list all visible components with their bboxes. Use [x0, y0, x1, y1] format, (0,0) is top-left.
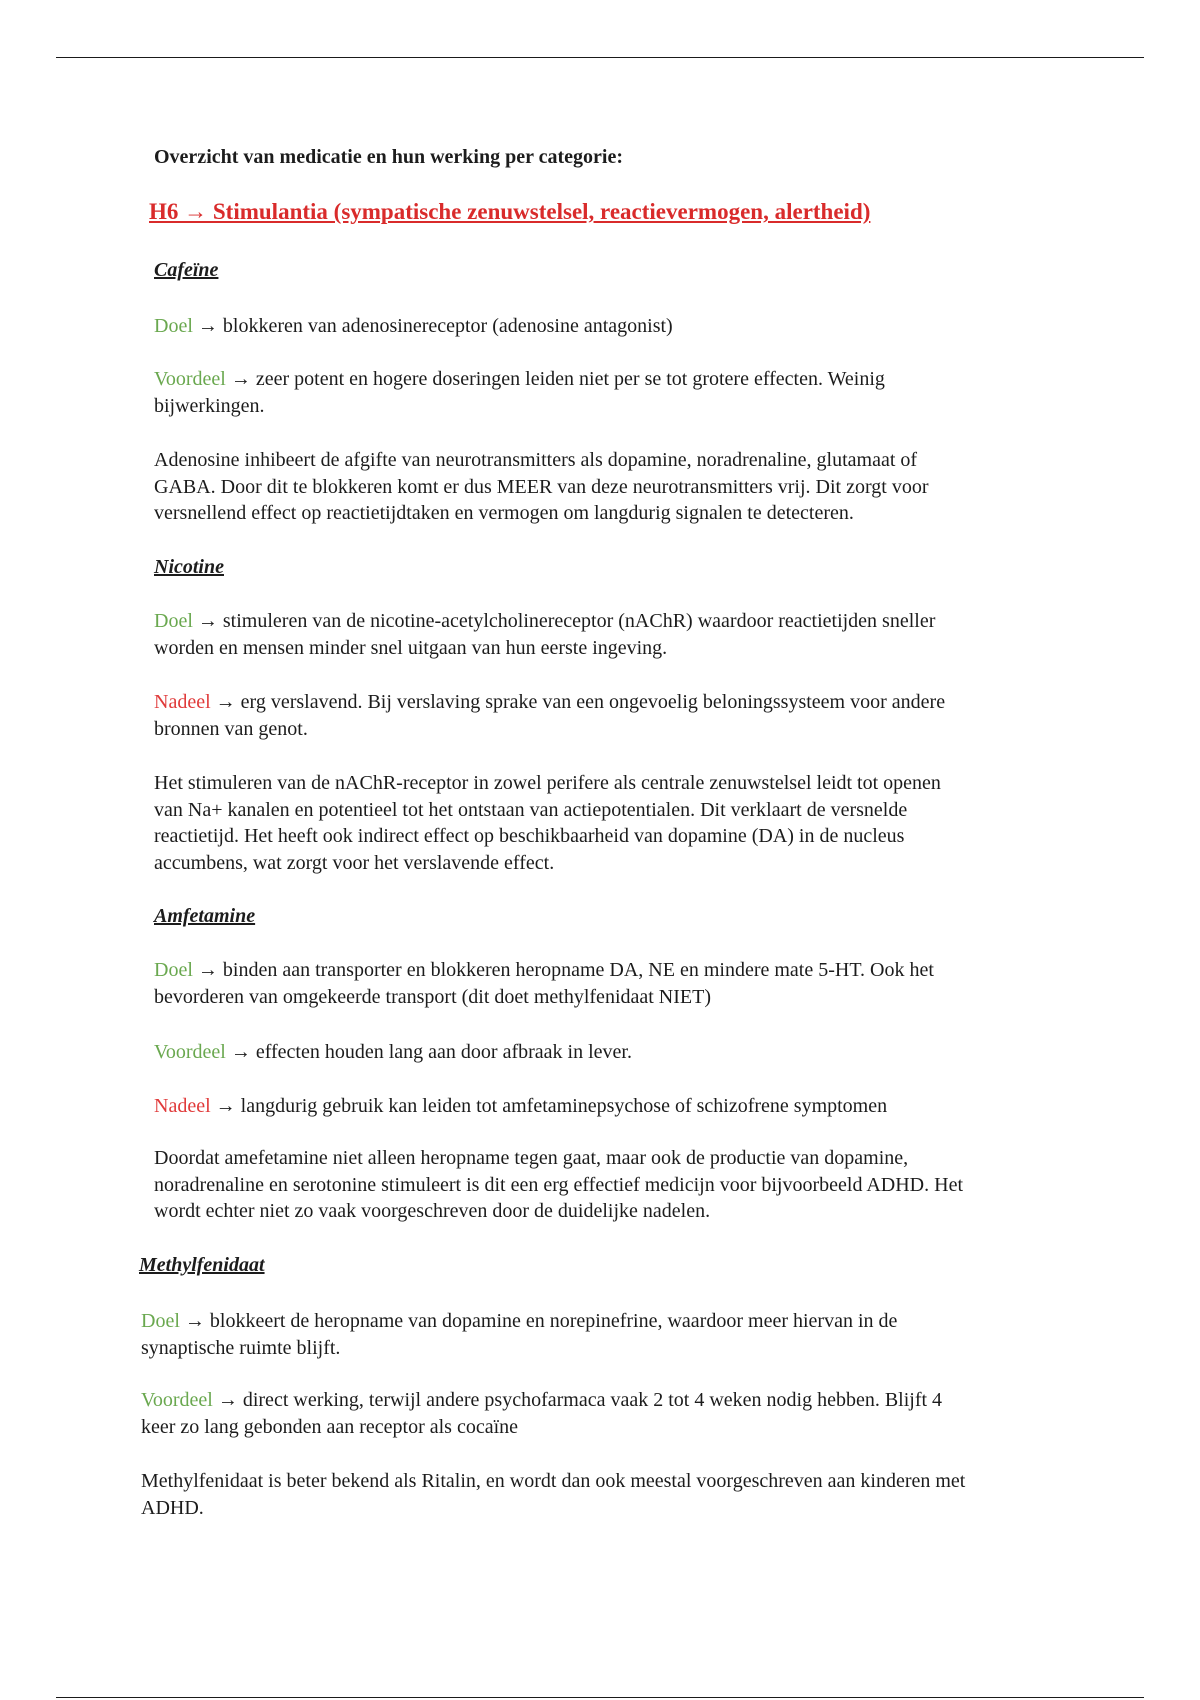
- methylfenidaat-voordeel: [141, 1387, 942, 1440]
- item-text: erg verslavend. Bij verslaving sprake van een ongevoelig beloningssysteem voor andere: [240, 691, 946, 713]
- paragraph-line: versnellend effect op reactietijdtaken en vermogen om langdurig signalen te detecteren.: [154, 502, 854, 525]
- paragraph-line: Doordat amefetamine niet alleen heropname tegen gaat, maar ook de productie van dopamine,: [154, 1147, 909, 1169]
- top-rule: [56, 57, 1144, 58]
- amfetamine-doel: [154, 957, 934, 1010]
- nicotine-paragraph: [154, 770, 941, 876]
- arrow-right-icon: →: [197, 959, 218, 981]
- amfetamine-nadeel: [154, 1093, 887, 1120]
- arrow-right-icon: →: [217, 1389, 238, 1411]
- paragraph-line: accumbens, wat zorgt voor het verslavende effect.: [154, 851, 555, 874]
- nadeel-label: Nadeel: [154, 691, 211, 713]
- arrow-right-icon: →: [230, 1041, 251, 1063]
- chapter-heading: H6 → Stimulantia (sympatische zenuwstelsel, reactievermogen, alertheid): [149, 199, 871, 224]
- paragraph-line: GABA. Door dit te blokkeren komt er dus MEER van deze neurotransmitters vrij. Dit zorgt voor: [154, 475, 929, 498]
- item-text: bijwerkingen.: [154, 394, 265, 417]
- paragraph-line: ADHD.: [141, 1496, 204, 1519]
- item-text: keer zo lang gebonden aan receptor als cocaïne: [141, 1415, 519, 1438]
- methylfenidaat-paragraph: [141, 1468, 965, 1521]
- voordeel-label: Voordeel: [154, 368, 226, 390]
- section-title-cafeine: Cafeïne: [154, 259, 219, 281]
- doel-label: Doel: [154, 610, 193, 632]
- paragraph-line: reactietijd. Het heeft ook indirect effect op beschikbaarheid van dopamine (DA) in de nucleus: [154, 825, 905, 848]
- item-text: synaptische ruimte blijft.: [141, 1336, 341, 1359]
- paragraph-line: Het stimuleren van de nAChR-receptor in zowel perifere als centrale zenuwstelsel leidt tot openen: [154, 772, 941, 794]
- paragraph-line: wordt echter niet zo vaak voorgeschreven door de duidelijke nadelen.: [154, 1200, 711, 1223]
- item-text: stimuleren van de nicotine-acetylcholinereceptor (nAChR) waardoor reactietijden sneller: [222, 610, 936, 632]
- item-text: binden aan transporter en blokkeren heropname DA, NE en mindere mate 5-HT. Ook het: [222, 959, 934, 981]
- arrow-right-icon: →: [197, 315, 218, 337]
- arrow-right-icon: →: [215, 1095, 236, 1117]
- item-text: bevorderen van omgekeerde transport (dit doet methylfenidaat NIET): [154, 985, 712, 1008]
- item-text: direct werking, terwijl andere psychofarmaca vaak 2 tot 4 weken nodig hebben. Blijft 4: [242, 1389, 943, 1411]
- nicotine-nadeel: [154, 689, 945, 742]
- nadeel-label: Nadeel: [154, 1095, 211, 1117]
- amfetamine-paragraph: [154, 1145, 963, 1225]
- doel-label: Doel: [154, 315, 193, 337]
- item-text: langdurig gebruik kan leiden tot amfetaminepsychose of schizofrene symptomen: [240, 1095, 888, 1117]
- arrow-right-icon: →: [215, 691, 236, 713]
- item-text: zeer potent en hogere doseringen leiden niet per se tot grotere effecten. Weinig: [255, 368, 885, 390]
- paragraph-line: van Na+ kanalen en potentieel tot het ontstaan van actiepotentialen. Dit verklaart de versnelde: [154, 798, 908, 821]
- page-title: Overzicht van medicatie en hun werking per categorie:: [154, 146, 623, 168]
- item-text: effecten houden lang aan door afbraak in lever.: [255, 1041, 632, 1063]
- item-text: blokkeren van adenosinereceptor (adenosine antagonist): [222, 315, 673, 337]
- paragraph-line: Methylfenidaat is beter bekend als Ritalin, en wordt dan ook meestal voorgeschreven aan kinderen met: [141, 1470, 966, 1492]
- cafeine-voordeel: [154, 366, 885, 419]
- cafeine-doel: [154, 313, 673, 340]
- doel-label: Doel: [154, 959, 193, 981]
- arrow-right-icon: →: [184, 1310, 205, 1332]
- item-text: bronnen van genot.: [154, 717, 308, 740]
- section-title-methylfenidaat: Methylfenidaat: [139, 1254, 265, 1276]
- methylfenidaat-doel: [141, 1308, 897, 1361]
- paragraph-line: noradrenaline en serotonine stimuleert is dit een erg effectief medicijn voor bijvoorbeeld ADHD. Het: [154, 1173, 964, 1196]
- arrow-right-icon: →: [197, 610, 218, 632]
- voordeel-label: Voordeel: [141, 1389, 213, 1411]
- section-title-nicotine: Nicotine: [154, 556, 224, 578]
- amfetamine-voordeel: [154, 1039, 632, 1066]
- paragraph-line: Adenosine inhibeert de afgifte van neurotransmitters als dopamine, noradrenaline, glutamaat of: [154, 449, 918, 471]
- arrow-right-icon: →: [230, 368, 251, 390]
- bottom-rule: [56, 1697, 1144, 1698]
- item-text: worden en mensen minder snel uitgaan van hun eerste ingeving.: [154, 636, 668, 659]
- cafeine-paragraph: [154, 447, 928, 527]
- doel-label: Doel: [141, 1310, 180, 1332]
- voordeel-label: Voordeel: [154, 1041, 226, 1063]
- nicotine-doel: [154, 608, 935, 661]
- item-text: blokkeert de heropname van dopamine en norepinefrine, waardoor meer hiervan in de: [209, 1310, 898, 1332]
- section-title-amfetamine: Amfetamine: [154, 905, 256, 927]
